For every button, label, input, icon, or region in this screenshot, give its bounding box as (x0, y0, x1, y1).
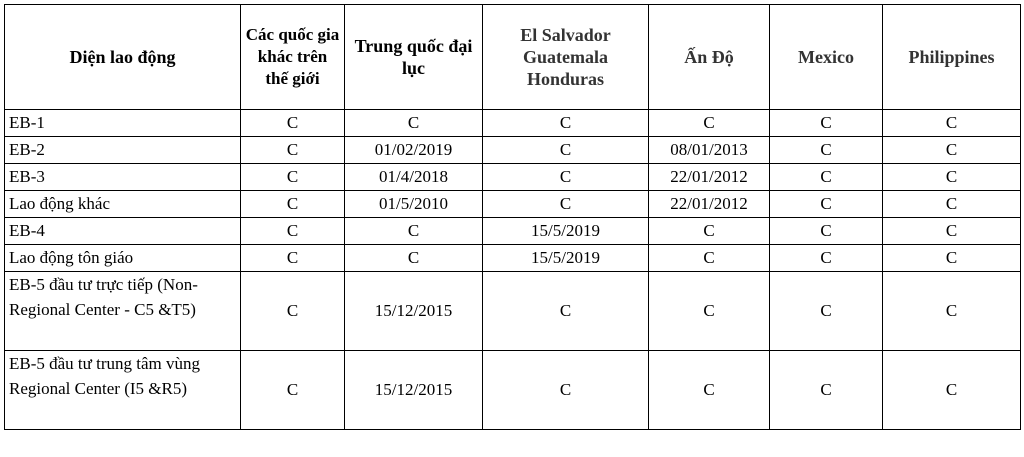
table-cell: C (241, 164, 345, 191)
table-row (5, 164, 1021, 191)
table-cell: C (770, 164, 883, 191)
table-cell: C (241, 137, 345, 164)
table-cell: C (241, 272, 345, 351)
category-cell: EB-1 (5, 110, 241, 137)
table-cell: C (345, 110, 483, 137)
table-cell: C (483, 351, 649, 430)
table-cell: C (241, 218, 345, 245)
table-cell: 15/5/2019 (483, 218, 649, 245)
table-cell: C (770, 137, 883, 164)
table-cell: 22/01/2012 (649, 164, 770, 191)
table-row (5, 191, 1021, 218)
visa-bulletin-table (4, 4, 1021, 430)
table-cell: C (649, 110, 770, 137)
table-cell: C (649, 245, 770, 272)
table-cell: C (241, 351, 345, 430)
header-mexico: Mexico (770, 5, 883, 110)
table-cell: C (883, 191, 1021, 218)
table-cell: C (241, 110, 345, 137)
table-cell: 15/12/2015 (345, 272, 483, 351)
table-cell: 01/5/2010 (345, 191, 483, 218)
table-cell: C (483, 137, 649, 164)
table-cell: C (345, 245, 483, 272)
table-header-row (5, 5, 1021, 110)
table-row (5, 351, 1021, 430)
table-cell: C (770, 245, 883, 272)
table-cell: C (345, 218, 483, 245)
table-cell: 08/01/2013 (649, 137, 770, 164)
table-cell: C (883, 137, 1021, 164)
category-cell: EB-2 (5, 137, 241, 164)
table-cell: C (883, 110, 1021, 137)
table-cell: 01/4/2018 (345, 164, 483, 191)
category-cell: Lao động tôn giáo (5, 245, 241, 272)
table-cell: 22/01/2012 (649, 191, 770, 218)
table-cell: C (770, 351, 883, 430)
header-philippines: Philippines (883, 5, 1021, 110)
header-el-salvador-guatemala-honduras: El Salvador Guatemala Honduras (483, 5, 649, 110)
table-cell: C (649, 272, 770, 351)
table-cell: C (241, 191, 345, 218)
table-cell: C (770, 191, 883, 218)
table-cell: C (483, 110, 649, 137)
category-cell: EB-4 (5, 218, 241, 245)
table-cell: C (883, 245, 1021, 272)
table-cell: C (883, 272, 1021, 351)
table-cell: 01/02/2019 (345, 137, 483, 164)
header-other-countries: Các quốc gia khác trên thế giới (241, 5, 345, 110)
table-cell: C (241, 245, 345, 272)
table-row (5, 110, 1021, 137)
category-cell: EB-5 đầu tư trực tiếp (Non-Regional Center - C5 &T5) (5, 272, 241, 351)
header-china: Trung quốc đại lục (345, 5, 483, 110)
table-cell: C (770, 272, 883, 351)
table-cell: C (483, 191, 649, 218)
table-cell: C (483, 164, 649, 191)
table-cell: C (770, 218, 883, 245)
table-cell: C (883, 164, 1021, 191)
header-category: Diện lao động (5, 5, 241, 110)
category-cell: Lao động khác (5, 191, 241, 218)
table-cell: C (883, 351, 1021, 430)
table-cell: C (883, 218, 1021, 245)
table-cell: 15/12/2015 (345, 351, 483, 430)
header-india: Ấn Độ (649, 5, 770, 110)
table-cell: C (483, 272, 649, 351)
category-cell: EB-3 (5, 164, 241, 191)
table-cell: C (649, 218, 770, 245)
table-row (5, 272, 1021, 351)
category-cell: EB-5 đầu tư trung tâm vùng Regional Center (I5 &R5) (5, 351, 241, 430)
table-row (5, 137, 1021, 164)
table-cell: 15/5/2019 (483, 245, 649, 272)
table-cell: C (649, 351, 770, 430)
table-row (5, 245, 1021, 272)
table-row (5, 218, 1021, 245)
table-cell: C (770, 110, 883, 137)
